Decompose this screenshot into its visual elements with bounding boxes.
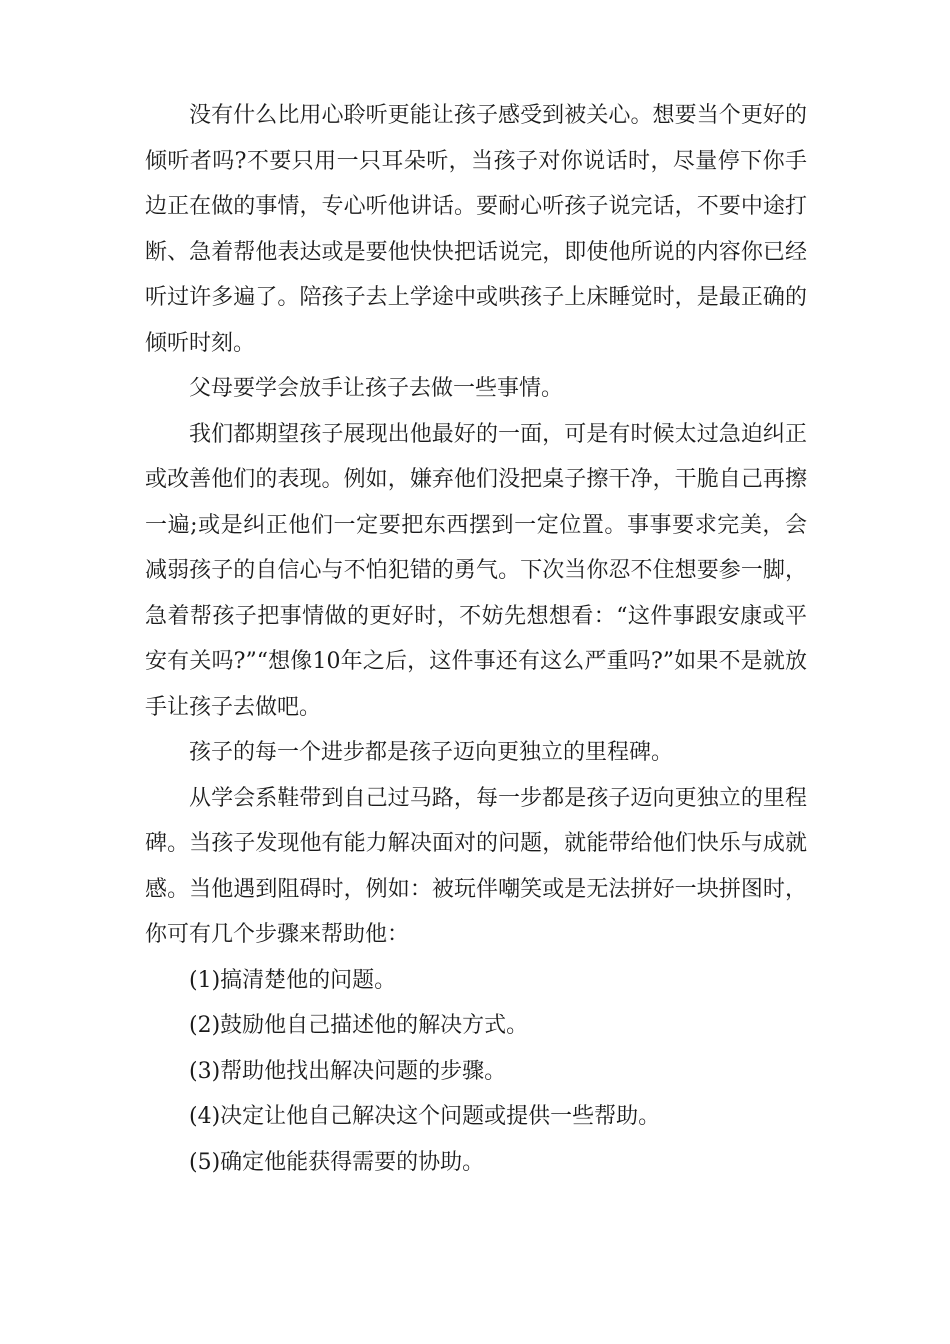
list-item-step-1: (1)搞清楚他的问题。 [189, 967, 397, 993]
paragraph-heading-milestones: 孩子的每一个进步都是孩子迈向更独立的里程碑。 [189, 740, 674, 765]
document-body [145, 93, 807, 1185]
list-item-step-4: (4)决定让他自己解决这个问题或提供一些帮助。 [189, 1104, 661, 1129]
paragraph-listening: 没有什么比用心聆听更能让孩子感受到被关心。想要当个更好的倾听者吗?不要只用一只耳朵听，当孩子对你说话时，尽量停下你手边正在做的事情，专心听他讲话。要耐心听孩子说完话，不要中途打断、急着帮他表达或是要他快快把话说完，即使他所说的内容你已经听过许多遍了。陪孩子去上学途中或哄孩子上床睡觉时，是最正确的倾听时刻。 [145, 103, 807, 356]
paragraph-heading-letting-go: 父母要学会放手让孩子去做一些事情。 [189, 376, 564, 401]
list-item-step-2: (2)鼓励他自己描述他的解决方式。 [189, 1013, 529, 1038]
paragraph-independence: 从学会系鞋带到自己过马路，每一步都是孩子迈向更独立的里程碑。当孩子发现他有能力解决面对的问题，就能带给他们快乐与成就感。当他遇到阻碍时，例如：被玩伴嘲笑或是无法拼好一块拼图时，你可有几个步骤来帮助他： [145, 785, 807, 947]
list-item-step-5: (5)确定他能获得需要的协助。 [189, 1149, 485, 1175]
list-item-step-3: (3)帮助他找出解决问题的步骤。 [189, 1058, 507, 1084]
paragraph-perfectionism: 我们都期望孩子展现出他最好的一面，可是有时候太过急迫纠正或改善他们的表现。例如，嫌弃他们没把桌子擦干净，干脆自己再擦一遍;或是纠正他们一定要把东西摆到一定位置。事事要求完美，会减弱孩子的自信心与不怕犯错的勇气。下次当你忍不住想要参一脚，急着帮孩子把事情做的更好时，不妨先想想看：“这件事跟安康或平安有关吗?”“想像10年之后，这件事还有这么严重吗?”如果不是就放手让孩子去做吧。 [145, 421, 807, 720]
